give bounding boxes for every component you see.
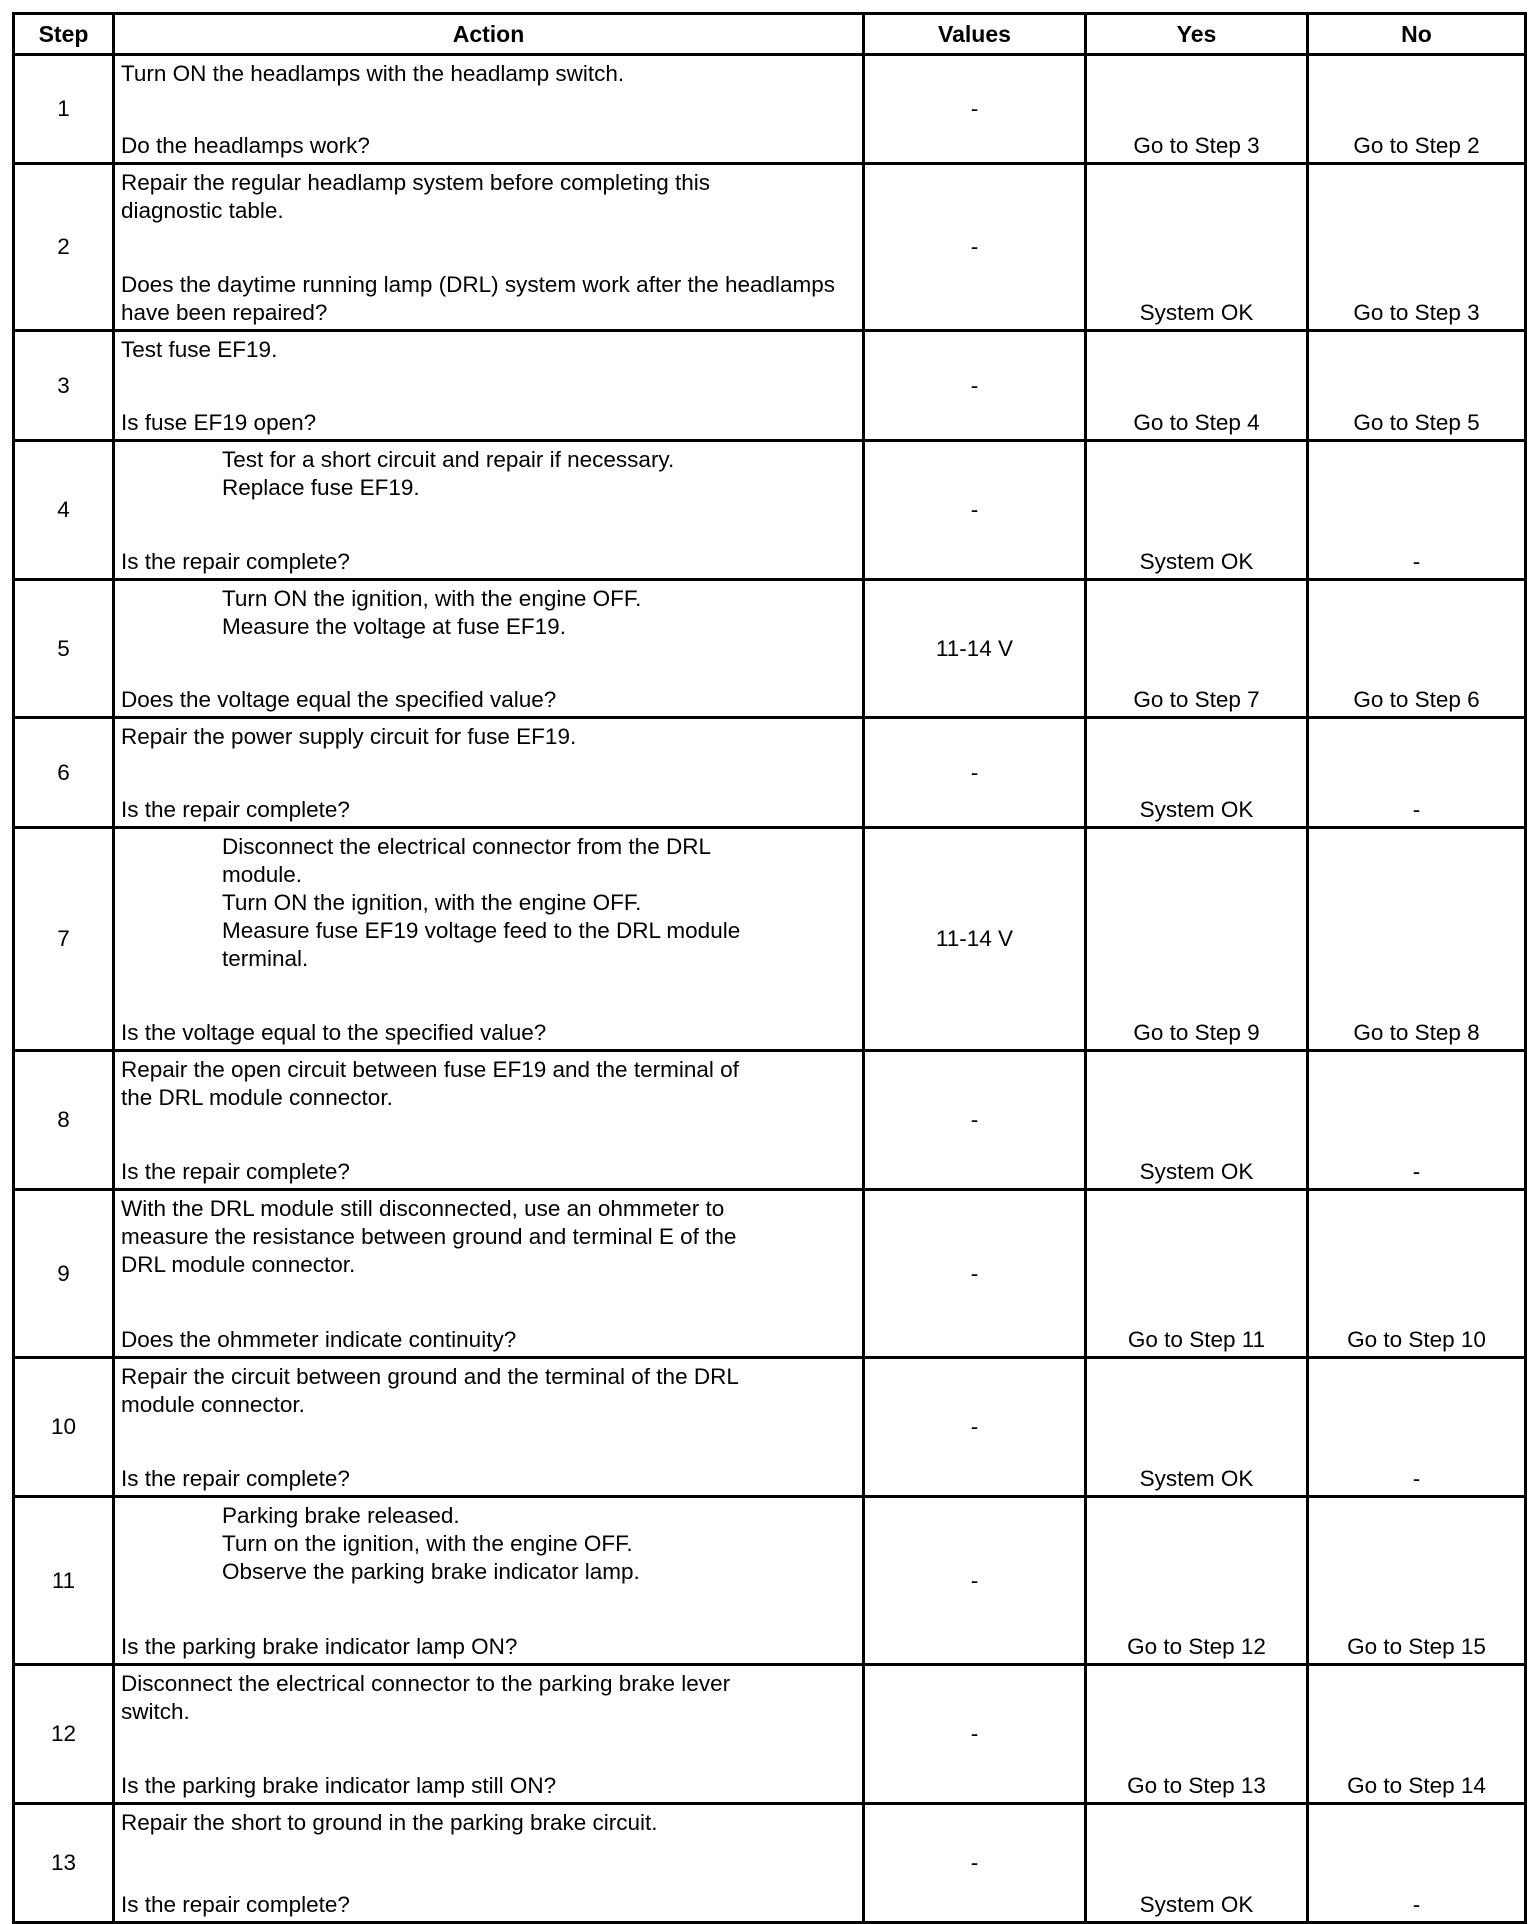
table-row [14, 1497, 1526, 1665]
yes-result: Go to Step 4 [1086, 331, 1308, 441]
yes-result: Go to Step 12 [1086, 1497, 1308, 1665]
action-content [121, 1056, 858, 1186]
step-number: 12 [14, 1665, 114, 1804]
instruction-line: Test fuse EF19. [121, 337, 278, 362]
instruction-line: module. [222, 862, 303, 887]
yes-result: System OK [1086, 164, 1308, 331]
no-result: Go to Step 3 [1308, 164, 1526, 331]
value-cell: - [864, 164, 1086, 331]
yes-result: Go to Step 11 [1086, 1190, 1308, 1358]
instruction-block [121, 336, 858, 364]
instruction-line: Disconnect the electrical connector from the DRL [222, 834, 711, 859]
instruction-block [121, 1195, 858, 1279]
table-row [14, 1190, 1526, 1358]
table-row [14, 331, 1526, 441]
action-content [121, 1502, 858, 1661]
action-content [121, 833, 858, 1047]
action-content [121, 446, 858, 576]
instruction-block [121, 60, 858, 88]
instruction-block [121, 446, 858, 502]
table-body [14, 55, 1526, 1923]
yes-result: System OK [1086, 1051, 1308, 1190]
yes-result: System OK [1086, 1804, 1308, 1923]
instruction-line: Turn ON the ignition, with the engine OFF. [222, 890, 642, 915]
no-result: Go to Step 15 [1308, 1497, 1526, 1665]
no-result: - [1308, 1804, 1526, 1923]
step-number: 11 [14, 1497, 114, 1665]
yes-result: System OK [1086, 1358, 1308, 1497]
header-row [14, 14, 1526, 55]
table-row [14, 1051, 1526, 1190]
action-content [121, 1363, 858, 1493]
instruction-line: diagnostic table. [121, 198, 284, 223]
instruction-block [121, 1363, 858, 1419]
action-cell [114, 1190, 864, 1358]
header-step: Step [14, 14, 114, 55]
no-result: Go to Step 8 [1308, 828, 1526, 1051]
instruction-line: module connector. [121, 1392, 305, 1417]
table-row [14, 164, 1526, 331]
value-cell: - [864, 331, 1086, 441]
table-row [14, 55, 1526, 164]
instruction-line: Observe the parking brake indicator lamp. [222, 1559, 640, 1584]
step-number: 4 [14, 441, 114, 580]
instruction-line: Test for a short circuit and repair if necessary. [222, 447, 675, 472]
step-number: 5 [14, 580, 114, 718]
instruction-line: Turn ON the ignition, with the engine OFF. [222, 586, 642, 611]
value-cell: - [864, 55, 1086, 164]
question-text: Does the ohmmeter indicate continuity? [121, 1327, 517, 1352]
question-text: Is the repair complete? [121, 549, 350, 574]
step-number: 9 [14, 1190, 114, 1358]
value-cell: 11-14 V [864, 828, 1086, 1051]
action-cell [114, 718, 864, 828]
question-text: Is the voltage equal to the specified value? [121, 1020, 547, 1045]
no-result: - [1308, 1051, 1526, 1190]
table-row [14, 441, 1526, 580]
header-action: Action [114, 14, 864, 55]
instruction-line: Disconnect the electrical connector to the parking brake lever [121, 1671, 731, 1696]
action-cell [114, 580, 864, 718]
question-text: Is the parking brake indicator lamp still ON? [121, 1773, 557, 1798]
value-cell: - [864, 1497, 1086, 1665]
step-number: 1 [14, 55, 114, 164]
question-text: Does the voltage equal the specified value? [121, 687, 557, 712]
table-row [14, 718, 1526, 828]
action-cell [114, 828, 864, 1051]
instruction-block [121, 1502, 858, 1586]
instruction-line: DRL module connector. [121, 1252, 356, 1277]
table-row [14, 580, 1526, 718]
step-number: 6 [14, 718, 114, 828]
instruction-line: switch. [121, 1699, 190, 1724]
question-text: Is the repair complete? [121, 1892, 350, 1917]
table-row [14, 1358, 1526, 1497]
instruction-block [121, 1809, 858, 1837]
action-content [121, 1670, 858, 1800]
action-cell [114, 55, 864, 164]
instruction-block [121, 1670, 858, 1726]
instruction-block [121, 169, 858, 225]
yes-result: System OK [1086, 718, 1308, 828]
action-content [121, 60, 858, 160]
action-cell [114, 441, 864, 580]
action-cell [114, 164, 864, 331]
action-cell [114, 1665, 864, 1804]
value-cell: - [864, 1051, 1086, 1190]
no-result: Go to Step 2 [1308, 55, 1526, 164]
diagnostic-table [12, 12, 1527, 1924]
question-text: Is the repair complete? [121, 1466, 350, 1491]
instruction-line: Repair the open circuit between fuse EF19 and the terminal of [121, 1057, 739, 1082]
action-cell [114, 331, 864, 441]
instruction-line: Turn ON the headlamps with the headlamp switch. [121, 61, 625, 86]
step-number: 13 [14, 1804, 114, 1923]
header-yes: Yes [1086, 14, 1308, 55]
instruction-line: the DRL module connector. [121, 1085, 393, 1110]
instruction-line: terminal. [222, 946, 309, 971]
instruction-line: Repair the power supply circuit for fuse EF19. [121, 724, 577, 749]
instruction-block [121, 723, 858, 751]
question-text: Is fuse EF19 open? [121, 410, 317, 435]
yes-result: Go to Step 7 [1086, 580, 1308, 718]
action-content [121, 336, 858, 437]
action-content [121, 1195, 858, 1354]
value-cell: - [864, 1665, 1086, 1804]
question-text: Do the headlamps work? [121, 133, 370, 158]
action-cell [114, 1051, 864, 1190]
no-result: - [1308, 1358, 1526, 1497]
step-number: 2 [14, 164, 114, 331]
table-row [14, 1804, 1526, 1923]
value-cell: - [864, 441, 1086, 580]
action-cell [114, 1804, 864, 1923]
question-text: Is the repair complete? [121, 1159, 350, 1184]
action-cell [114, 1497, 864, 1665]
instruction-line: Repair the regular headlamp system before completing this [121, 170, 711, 195]
instruction-line: Parking brake released. [222, 1503, 460, 1528]
step-number: 3 [14, 331, 114, 441]
instruction-block [121, 1056, 858, 1112]
value-cell: 11-14 V [864, 580, 1086, 718]
yes-result: Go to Step 9 [1086, 828, 1308, 1051]
question-text: Does the daytime running lamp (DRL) system work after the headlamps have been repaired? [121, 272, 836, 325]
value-cell: - [864, 1358, 1086, 1497]
action-cell [114, 1358, 864, 1497]
no-result: Go to Step 6 [1308, 580, 1526, 718]
action-content [121, 585, 858, 714]
instruction-line: measure the resistance between ground and terminal E of the [121, 1224, 737, 1249]
step-number: 7 [14, 828, 114, 1051]
instruction-line: Measure the voltage at fuse EF19. [222, 614, 566, 639]
table-row [14, 1665, 1526, 1804]
step-number: 8 [14, 1051, 114, 1190]
question-text: Is the parking brake indicator lamp ON? [121, 1634, 518, 1659]
instruction-line: Repair the circuit between ground and the terminal of the DRL [121, 1364, 739, 1389]
no-result: Go to Step 5 [1308, 331, 1526, 441]
value-cell: - [864, 1804, 1086, 1923]
instruction-line: With the DRL module still disconnected, use an ohmmeter to [121, 1196, 725, 1221]
instruction-block [121, 833, 858, 973]
instruction-line: Repair the short to ground in the parking brake circuit. [121, 1810, 658, 1835]
instruction-line: Replace fuse EF19. [222, 475, 420, 500]
no-result: Go to Step 10 [1308, 1190, 1526, 1358]
no-result: Go to Step 14 [1308, 1665, 1526, 1804]
instruction-line: Turn on the ignition, with the engine OFF. [222, 1531, 633, 1556]
instruction-line: Measure fuse EF19 voltage feed to the DRL module [222, 918, 741, 943]
yes-result: Go to Step 3 [1086, 55, 1308, 164]
action-content [121, 723, 858, 824]
header-no: No [1308, 14, 1526, 55]
value-cell: - [864, 1190, 1086, 1358]
instruction-block [121, 585, 858, 641]
action-content [121, 1809, 858, 1919]
no-result: - [1308, 441, 1526, 580]
no-result: - [1308, 718, 1526, 828]
step-number: 10 [14, 1358, 114, 1497]
yes-result: Go to Step 13 [1086, 1665, 1308, 1804]
value-cell: - [864, 718, 1086, 828]
table-row [14, 828, 1526, 1051]
question-text: Is the repair complete? [121, 797, 350, 822]
yes-result: System OK [1086, 441, 1308, 580]
action-content [121, 169, 858, 327]
header-values: Values [864, 14, 1086, 55]
